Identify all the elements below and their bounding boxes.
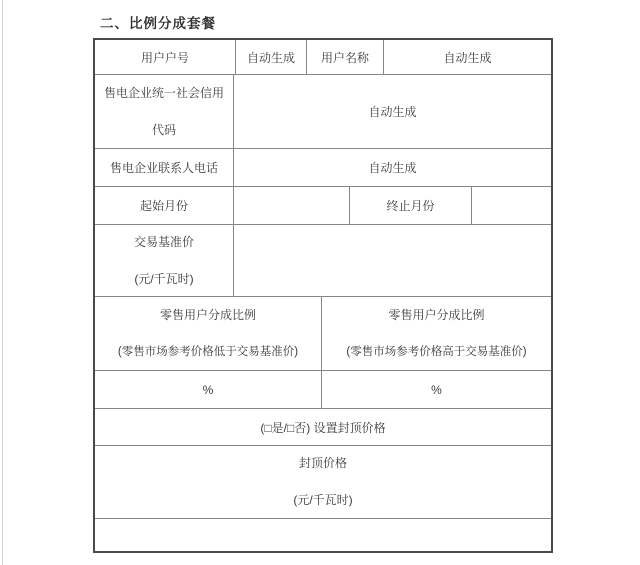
cap-price-label-line2: (元/千瓦时): [293, 493, 353, 507]
page-edge-divider: [2, 0, 3, 565]
credit-code-label-line2: 代码: [151, 122, 176, 137]
base-price-label-line1: 交易基准价: [133, 234, 194, 249]
user-name-label: 用户名称: [307, 40, 384, 74]
share-ratio-low-label: [95, 297, 322, 370]
contact-phone-value: 自动生成: [368, 161, 417, 175]
cap-price-value: [95, 519, 551, 551]
start-month-value: [234, 187, 350, 224]
user-name-value: 自动生成: [443, 50, 492, 65]
table-row-empty: [95, 519, 551, 551]
share-ratio-high-percent: %: [431, 382, 442, 397]
table-row-credit-code: [95, 75, 551, 149]
table-row-percent: [95, 371, 551, 409]
base-price-value: [234, 225, 551, 296]
table-row-cap-price: [95, 446, 551, 519]
share-ratio-high-label: [322, 297, 551, 370]
table-row-months: [95, 187, 551, 225]
table-row-user: [95, 40, 551, 75]
table-row-cap-toggle: [95, 409, 551, 446]
base-price-label-line2: (元/千瓦时): [134, 271, 194, 286]
table-row-contact-phone: [95, 149, 551, 187]
credit-code-label: [95, 75, 234, 148]
user-id-value: 自动生成: [236, 40, 307, 74]
end-month-value: [472, 187, 551, 224]
share-ratio-low-line1: 零售用户分成比例: [159, 307, 256, 322]
cap-price-toggle-text: (□是/□否) 设置封顶价格: [260, 420, 386, 435]
user-id-label: 用户户号: [95, 40, 236, 74]
contact-phone-label: 售电企业联系人电话: [95, 149, 234, 186]
share-ratio-high-line1: 零售用户分成比例: [388, 307, 485, 322]
table-row-base-price: [95, 225, 551, 297]
end-month-label: 终止月份: [350, 187, 472, 224]
credit-code-label-line1: 售电企业统一社会信用: [103, 85, 224, 100]
share-ratio-high-line2: (零售市场参考价格高于交易基准价): [346, 345, 527, 358]
table-row-share-ratio: [95, 297, 551, 371]
share-ratio-low-line2: (零售市场参考价格低于交易基准价): [117, 345, 299, 358]
proportional-share-package-table: [93, 38, 553, 553]
cap-price-label: [95, 446, 551, 518]
credit-code-value: 自动生成: [368, 105, 417, 119]
start-month-label: 起始月份: [95, 187, 234, 224]
share-ratio-low-percent: %: [95, 371, 322, 408]
cap-price-label-line1: 封顶价格: [298, 456, 347, 470]
section-title: 二、比例分成套餐: [100, 16, 216, 31]
base-price-label: [95, 225, 234, 296]
